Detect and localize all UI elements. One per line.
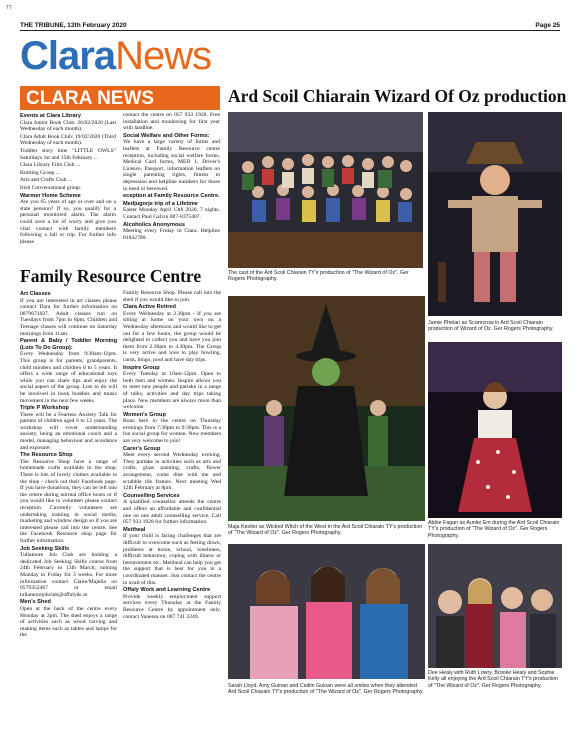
logo-word-clara: Clara [20, 34, 116, 78]
section-heading: Carer's Group [123, 445, 161, 452]
audience-family-caption: Dee Healy with Ruth Lowry, Brooke Healy and Sophie Kelly all enjoying the Ard Scoil Chiarain TY's production of "The Wizard of Oz". Ger Rogers Photography. [428, 670, 558, 689]
clara-news-column-2 [123, 112, 220, 262]
section-heading: Parent & Baby / Toddler Morning (Lots To Do Group): [20, 338, 117, 351]
section-heading: Art Classes [20, 291, 51, 297]
wizard-headline: Ard Scoil Chiarain Wizard Of Oz production [228, 86, 567, 106]
auntie-em-photo [428, 342, 562, 518]
scarecrow-caption: Jamie Phelan as Scarecrow in Ard Scoil Chiarain production of Wizard of Oz. Ger Rogers Photography. [428, 320, 554, 333]
paragraph: We have a large variety of forms and leaflets at Family Resource centre reception, including social welfare forms, Medical Card forms, MED 1, Driver's Licence, Passport, information leaflets on single parenting rights, fitness to depression and helpline numbers for those in need or bereaved. [123, 139, 220, 192]
section-heading: Warmer Home Scheme [20, 192, 81, 199]
scarecrow-photo [428, 112, 562, 316]
cast-photo [228, 112, 423, 268]
paragraph: Clara Junior Book Club: 26/02/2020 (Last Wednesday of each month). [20, 119, 116, 133]
section-banner: CLARA NEWS [20, 86, 220, 110]
paragraph: Knitting Group ... [20, 169, 60, 176]
page-number: Page 25 [535, 22, 560, 29]
paragraph: Arts and Crafts Club ... [20, 177, 73, 184]
family-centre-column-1 [20, 290, 117, 728]
paragraph: Provide weekly employment support services every Thursday at the Family Resource Centre by appointment only. contact Vanessa on 087 741 3249. [123, 593, 221, 620]
paragraph: There will be a Fearless Anxiety Talk for parents of children aged 6 to 12 years. The workshop will cover understanding anxiety, being an emotional coach and a model, managing behaviour and avoidance and exposure. [20, 411, 117, 451]
section-heading: Counselling Services [123, 492, 180, 499]
corner-mark: TT [6, 5, 13, 11]
paragraph: Clara Adult Book Club: 19/02/2020 (Third Wednesday of each month). [20, 133, 116, 147]
paragraph: Tullamore Job Club are holding a dedicated Job Seeking Skills course from 24th February to 13th March, running Monday to Friday for 3 weeks. For more information contact Claire/Majella on 0579352467 or email tullamorejobclub@offalydc.ie [20, 552, 117, 598]
paragraph: Irish Conversational group. [20, 184, 82, 191]
clara-news-column-1 [20, 112, 116, 262]
section-heading: eception at Family Resource Centre. [123, 193, 220, 200]
cast-caption: The cast of the Ard Scoil Chiarain TY's production of "The Wizard of Oz". Ger Rogers Photography. [228, 270, 409, 283]
paragraph: contact the centre on 057 933 1928. Free installation and monitoring for first year with landline. [123, 112, 220, 132]
masthead-rule [20, 30, 560, 31]
section-heading: The Resource Shop [20, 452, 73, 459]
paragraph: Every Wednesday from 9:30am-12pm. This group is for parents, grandparents, child minders and children 0 to 5 years. It offers a wide range of educational toys while you can share tips and enjoy the social aspect of the group. Lots to do will be involved in book buddies and music movement in the next few weeks. [20, 351, 117, 404]
section-heading: Alcoholics Anonymous [123, 221, 185, 228]
paragraph: Easter Monday April 13th 2020. 7 nights. Contact Paul Galvin 087-8375407. [123, 207, 220, 220]
section-heading: Social Welfare and Other Forms: [123, 132, 210, 139]
section-heading: Medjugorje trip of a Lifetime [123, 200, 198, 207]
section-heading: Job Seeking Skills [20, 545, 70, 552]
family-centre-column-2 [123, 290, 221, 728]
logo-word-news: News [115, 34, 212, 78]
auntie-em-caption: Abbie Fagan as Auntie Em during the Ard Scoil Chiarain TY's production of "The Wizard of Oz". Ger Rogers Photography. [428, 520, 560, 539]
clara-news-logo [20, 36, 211, 76]
paragraph: Family Resource Shop. Please call into the shed if you would like to join. [123, 290, 221, 303]
paragraph: Meet every second Wednesday evening. They partake in activities such as arts and crafts, glass painting, crafts, flower arrangement, come dine with me and scrabble tile frames. Next meeting Wed 12th February at 8pm. [123, 452, 221, 492]
paragraph: If you are interested in art classes please contact Dara for further information on 0879671027. Adult classes run on Tuesdays from 7pm to 8pm. Children and Teenage classes will continue on Saturday mornings from 11am. [20, 297, 117, 337]
section-heading: Inspire Group [123, 364, 160, 371]
paragraph: If your child is facing challenges that are difficult to overcome such as feeling down, problems at home, school, loneliness, difficult behaviour, coping with illness or bereavement etc. Meitheal can help you get the support that is best for you in a coordinated manner. Just contact the centre to avail of this. [123, 533, 221, 586]
paper-date: THE TRIBUNE, 13th February 2020 [20, 22, 127, 29]
paragraph: Every Tuesday at 10am-12pm. Open to both men and women. Inspire allows you to meet new people and partake in a range of talks, activities and day trips taking place. New members are always more than welcome. [123, 371, 221, 411]
paragraph: Runs here in the centre on Thursday evenings from 7:30pm to 9:30pm. This is a fun social group for women. New members are very welcome to join! [123, 418, 221, 445]
section-heading: Men's Shed [20, 599, 51, 606]
audience-girls-caption: Sarah Lloyd, Amy Guinan and Caitlin Guinan were all smiles when they attended Ard Scoil Chiarain TY's production of "The Wizard of Oz". Ger Rogers Photography. [228, 683, 424, 696]
paragraph: Every Wednesday at 2.30pm - If you are sitting at home on your own on a Wednesday afternoon and would like to get out for a few hours, the group would be delighted to collect you and have you join them from 2.30pm to 4.30pm. The Group is very active and love to play bowling, cards, bingo, pool and have day trips. [123, 310, 221, 363]
paragraph: Open at the back of the centre every Monday at 2pm. The shed enjoys a range of activities such as wood carving and making items such as tables and lamps for the [20, 605, 117, 639]
paragraph: Meeting every Friday in Clara. Helpline 01842700. [123, 228, 220, 241]
section-heading: Triple P Workshop [20, 405, 69, 412]
paragraph: Clara Library Film Club ... [20, 162, 81, 169]
section-heading: Women's Group [123, 411, 166, 418]
paragraph: Toddler story time "LITTLE OWLS" Saturdays 1st and 15th February ... [20, 147, 116, 161]
paragraph: The Resource Shop have a range of homemade crafts available in the shop. There is lots of lovely clothes available in the shop - check out their Facebook page. If you have donations, they can be left into the centre during normal office hours or if you would like to volunteer please contact reception. Currently volunteers are undertaking training in social media, marketing and window design so if you are interested please call into the centre. See the Facebook Resource shop page for further information. [20, 458, 117, 544]
family-centre-headline: Family Resource Centre [20, 266, 202, 286]
audience-family-photo [428, 544, 562, 668]
section-heading: Events at Clara Library [20, 113, 81, 119]
audience-girls-photo [228, 544, 425, 679]
section-heading: Offaly Work and Learning Centre [123, 587, 211, 594]
paragraph: Are you 65 years of age or over and on a state pension? If so, you qualify for a personal monitored alarm. The alarm could save a lot of worry and give you vital contact with family members following a fall or trip. For further info please [20, 199, 116, 245]
section-heading: Meitheal [123, 526, 146, 533]
witch-caption: Maja Kestler as Wicked Witch of the West in the Ard Scoil Chiarain TY's production of "The Wizard of Oz". Ger Rogers Photography. [228, 524, 423, 537]
paragraph: A qualified counsellor attends the centre and offers an affordable and confidential one on one adult counselling service. Call 057 933 1928 for further information. [123, 499, 221, 526]
witch-photo [228, 296, 425, 521]
section-heading: Clara Active Retired [123, 304, 176, 311]
